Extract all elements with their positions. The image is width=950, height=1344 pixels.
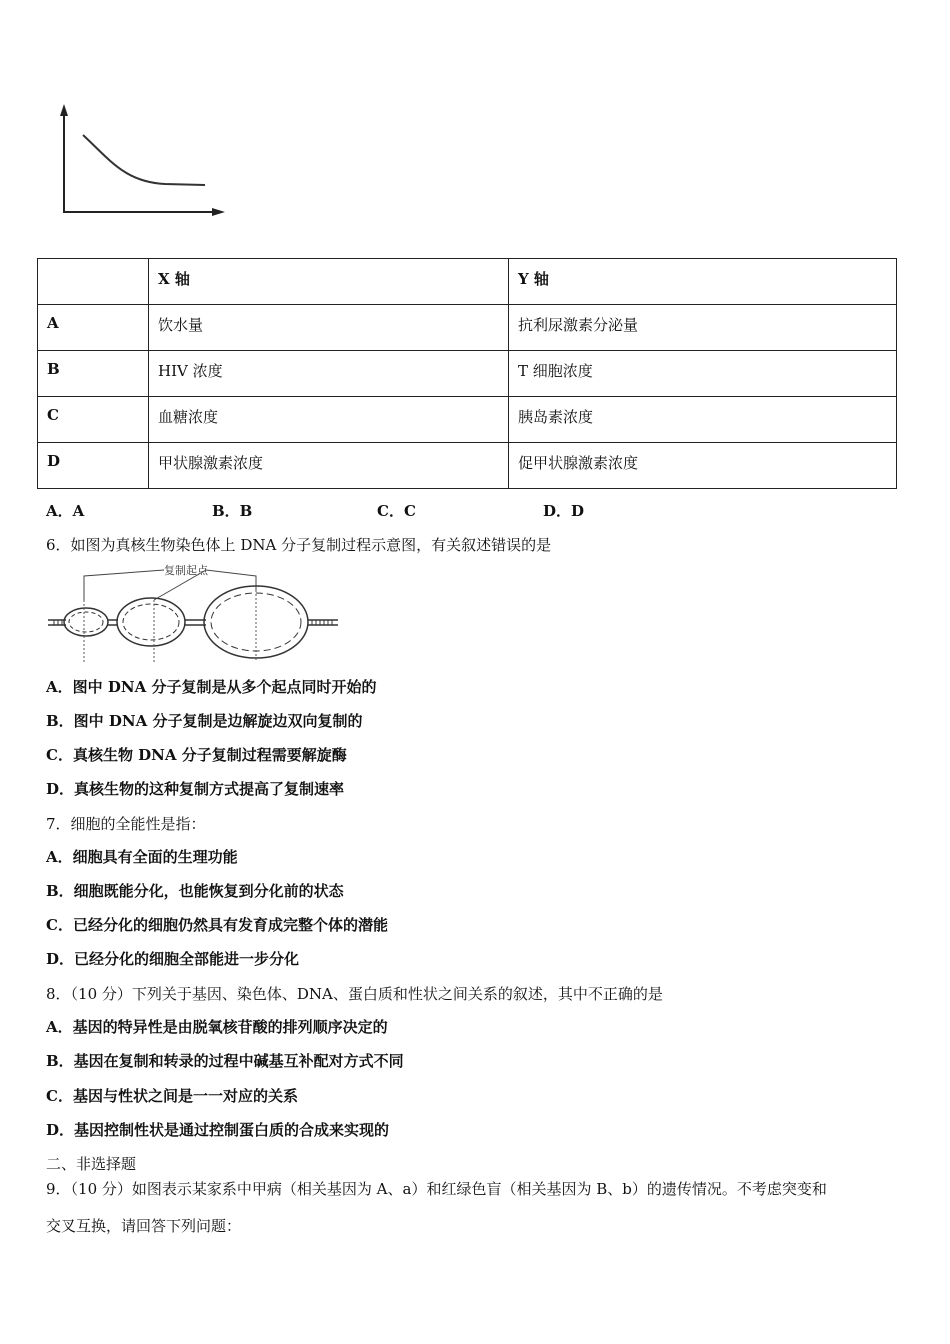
option-table (37, 258, 897, 489)
table-row (38, 443, 897, 489)
decreasing-curve-graph (55, 100, 235, 225)
replication-bubble (123, 604, 179, 640)
table-cell: 甲状腺激素浓度 (149, 443, 509, 489)
answer-option-b[interactable]: B．B (212, 502, 253, 520)
table-row (38, 397, 897, 443)
table-cell: A (38, 305, 149, 351)
replication-origin-label: 复制起点 (164, 564, 208, 577)
answer-option-d[interactable]: D．D (543, 502, 585, 520)
table-cell (38, 259, 149, 305)
q8-option-a[interactable]: A．基因的特异性是由脱氧核苷酸的排列顺序决定的 (46, 1018, 388, 1036)
table-cell: D (38, 443, 149, 489)
table-cell: 胰岛素浓度 (509, 397, 897, 443)
q6-option-c[interactable]: C．真核生物 DNA 分子复制过程需要解旋酶 (46, 746, 347, 764)
answer-option-a[interactable]: A．A (46, 502, 85, 520)
x-axis-arrow-icon (212, 208, 225, 216)
table-header-row (38, 259, 897, 305)
table-cell: 抗利尿激素分泌量 (509, 305, 897, 351)
q6-option-b[interactable]: B．图中 DNA 分子复制是边解旋边双向复制的 (46, 712, 363, 730)
table-cell: Y 轴 (509, 259, 897, 305)
q7-option-b[interactable]: B．细胞既能分化，也能恢复到分化前的状态 (46, 882, 344, 900)
section-heading: 二、非选择题 (46, 1155, 137, 1173)
q8-option-c[interactable]: C．基因与性状之间是一一对应的关系 (46, 1087, 298, 1105)
y-axis-arrow-icon (60, 104, 68, 116)
q8-option-b[interactable]: B．基因在复制和转录的过程中碱基互补配对方式不同 (46, 1052, 404, 1070)
question-8-stem: 8．（10 分）下列关于基因、染色体、DNA、蛋白质和性状之间关系的叙述，其中不正确的是 (46, 985, 663, 1003)
q8-option-d[interactable]: D．基因控制性状是通过控制蛋白质的合成来实现的 (46, 1121, 390, 1139)
question-9-line-2: 交叉互换，请回答下列问题： (46, 1217, 242, 1235)
q6-option-a[interactable]: A．图中 DNA 分子复制是从多个起点同时开始的 (46, 678, 377, 696)
table-cell: T 细胞浓度 (509, 351, 897, 397)
q7-option-c[interactable]: C．已经分化的细胞仍然具有发育成完整个体的潜能 (46, 916, 388, 934)
dna-replication-diagram (46, 560, 346, 665)
table-row (38, 351, 897, 397)
table-row (38, 305, 897, 351)
table-cell: 血糖浓度 (149, 397, 509, 443)
table-cell: 饮水量 (149, 305, 509, 351)
question-6-stem: 6．如图为真核生物染色体上 DNA 分子复制过程示意图，有关叙述错误的是 (46, 536, 552, 554)
q6-option-d[interactable]: D．真核生物的这种复制方式提高了复制速率 (46, 780, 345, 798)
table-cell: C (38, 397, 149, 443)
table-cell: X 轴 (149, 259, 509, 305)
curve-line (83, 135, 205, 185)
table-cell: B (38, 351, 149, 397)
table-cell: HIV 浓度 (149, 351, 509, 397)
q7-option-a[interactable]: A．细胞具有全面的生理功能 (46, 848, 238, 866)
replication-bubble (117, 598, 185, 646)
q7-option-d[interactable]: D．已经分化的细胞全部能进一步分化 (46, 950, 300, 968)
replication-bubble (69, 612, 103, 632)
question-9-line-1: 9．（10 分）如图表示某家系中甲病（相关基因为 A、a）和红绿色盲（相关基因为 B、b）的遗传情况。不考虑突变和 (46, 1180, 827, 1198)
answer-option-c[interactable]: C．C (377, 502, 416, 520)
table-cell: 促甲状腺激素浓度 (509, 443, 897, 489)
question-7-stem: 7．细胞的全能性是指： (46, 815, 206, 833)
